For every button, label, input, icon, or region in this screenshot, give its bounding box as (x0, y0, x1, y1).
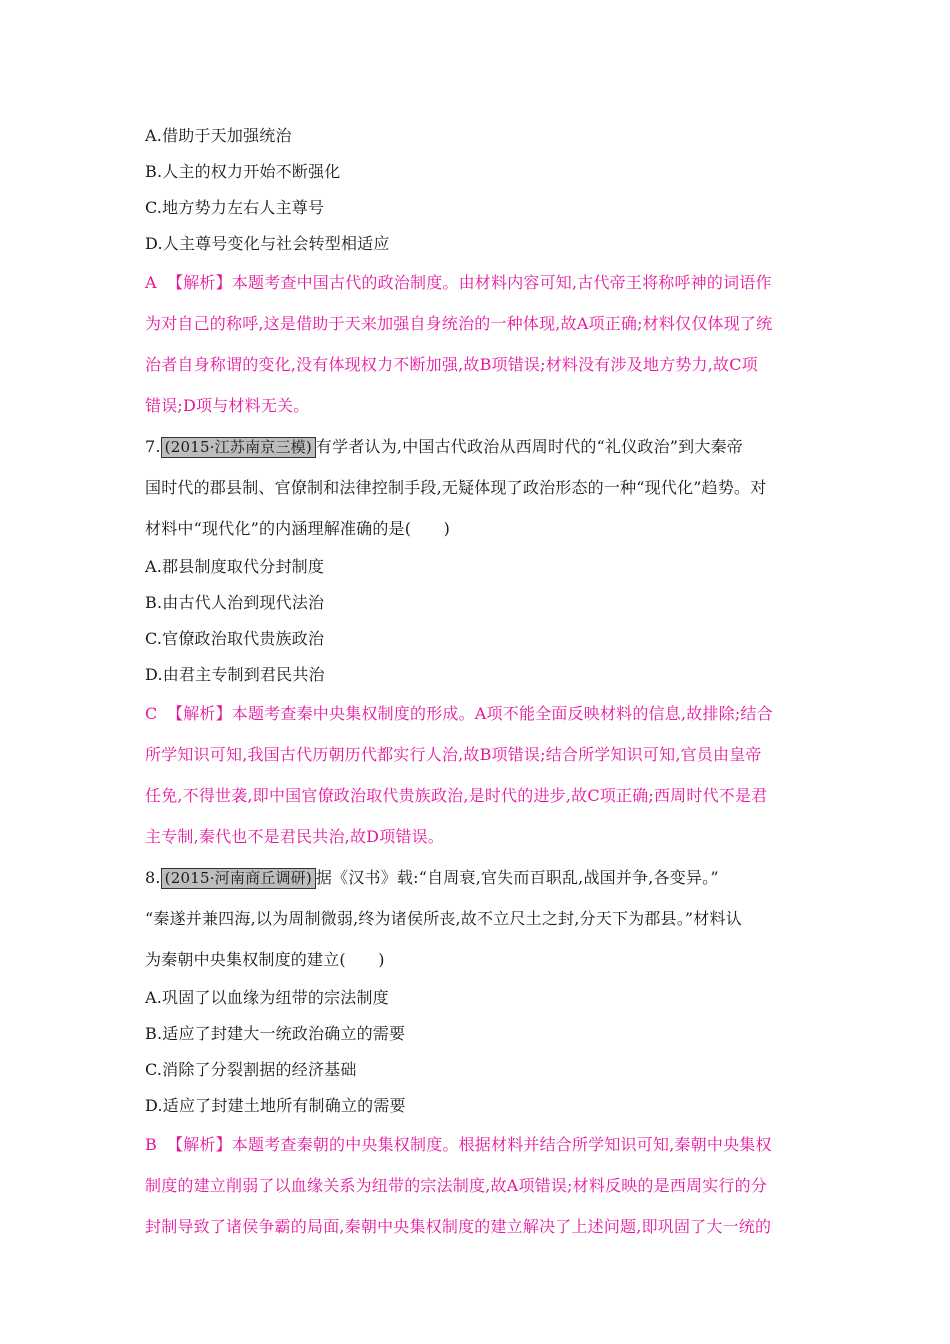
analysis-line: 错误;D项与材料无关。 (145, 396, 310, 415)
question-6-answer (145, 262, 807, 426)
option-a: A.借助于天加强统治 (145, 126, 292, 145)
question-8 (145, 857, 807, 1247)
question-stem: 材料中“现代化”的内涵理解准确的是( ) (145, 519, 451, 538)
option-b: B.适应了封建大一统政治确立的需要 (145, 1024, 406, 1043)
option-c: C.官僚政治取代贵族政治 (145, 629, 325, 648)
answer-letter: C (145, 704, 158, 723)
option-b: B.人主的权力开始不断强化 (145, 162, 341, 181)
analysis-line: 任免,不得世袭,即中国官僚政治取代贵族政治,是时代的进步,故C项正确;西周时代不是君 (145, 786, 768, 805)
analysis-line: 主专制,秦代也不是君民共治,故D项错误。 (145, 827, 445, 846)
option-d: D.适应了封建土地所有制确立的需要 (145, 1096, 406, 1115)
option-d: D.人主尊号变化与社会转型相适应 (145, 234, 390, 253)
option-c: C.消除了分裂割据的经济基础 (145, 1060, 357, 1079)
question-6-options (145, 118, 807, 262)
answer-letter: A (145, 273, 157, 292)
analysis-line: 封制导致了诸侯争霸的局面,秦朝中央集权制度的建立解决了上述问题,即巩固了大一统的 (145, 1217, 772, 1236)
answer-letter: B (145, 1135, 157, 1154)
question-stem: 据《汉书》载:“自周衰,官失而百职乱,战国并争,各变异。” (315, 868, 719, 887)
question-stem: 为秦朝中央集权制度的建立( ) (145, 950, 385, 969)
question-stem: 国时代的郡县制、官僚制和法律控制手段,无疑体现了政治形态的一种“现代化”趋势。对 (145, 478, 767, 497)
analysis-line: 【解析】本题考查中国古代的政治制度。由材料内容可知,古代帝王将称呼神的词语作 (167, 273, 772, 292)
option-c: C.地方势力左右人主尊号 (145, 198, 325, 217)
question-stem: 有学者认为,中国古代政治从西周时代的“礼仪政治”到大秦帝 (315, 437, 743, 456)
analysis-line: 【解析】本题考查秦朝的中央集权制度。根据材料并结合所学知识可知,秦朝中央集权 (167, 1135, 772, 1154)
option-b: B.由古代人治到现代法治 (145, 593, 325, 612)
analysis-line: 所学知识可知,我国古代历朝历代都实行人治,故B项错误;结合所学知识可知,官员由皇帝 (145, 745, 762, 764)
option-a: A.巩固了以血缘为纽带的宗法制度 (145, 988, 389, 1007)
source-tag: (2015·江苏南京三模) (161, 437, 316, 458)
option-a: A.郡县制度取代分封制度 (145, 557, 325, 576)
source-tag: (2015·河南商丘调研) (161, 868, 316, 889)
question-7 (145, 426, 807, 857)
option-d: D.由君主专制到君民共治 (145, 665, 325, 684)
analysis-line: 【解析】本题考查秦中央集权制度的形成。A项不能全面反映材料的信息,故排除;结合 (167, 704, 773, 723)
question-stem: “秦遂并兼四海,以为周制微弱,终为诸侯所丧,故不立尺土之封,分天下为郡县。”材料认 (145, 909, 742, 928)
analysis-line: 治者自身称谓的变化,没有体现权力不断加强,故B项错误;材料没有涉及地方势力,故C项 (145, 355, 758, 374)
analysis-line: 为对自己的称呼,这是借助于天来加强自身统治的一种体现,故A项正确;材料仅仅体现了统 (145, 314, 773, 333)
analysis-line: 制度的建立削弱了以血缘关系为纽带的宗法制度,故A项错误;材料反映的是西周实行的分 (145, 1176, 768, 1195)
document-page (145, 118, 807, 1247)
question-number: 7. (145, 437, 161, 456)
question-number: 8. (145, 868, 161, 887)
